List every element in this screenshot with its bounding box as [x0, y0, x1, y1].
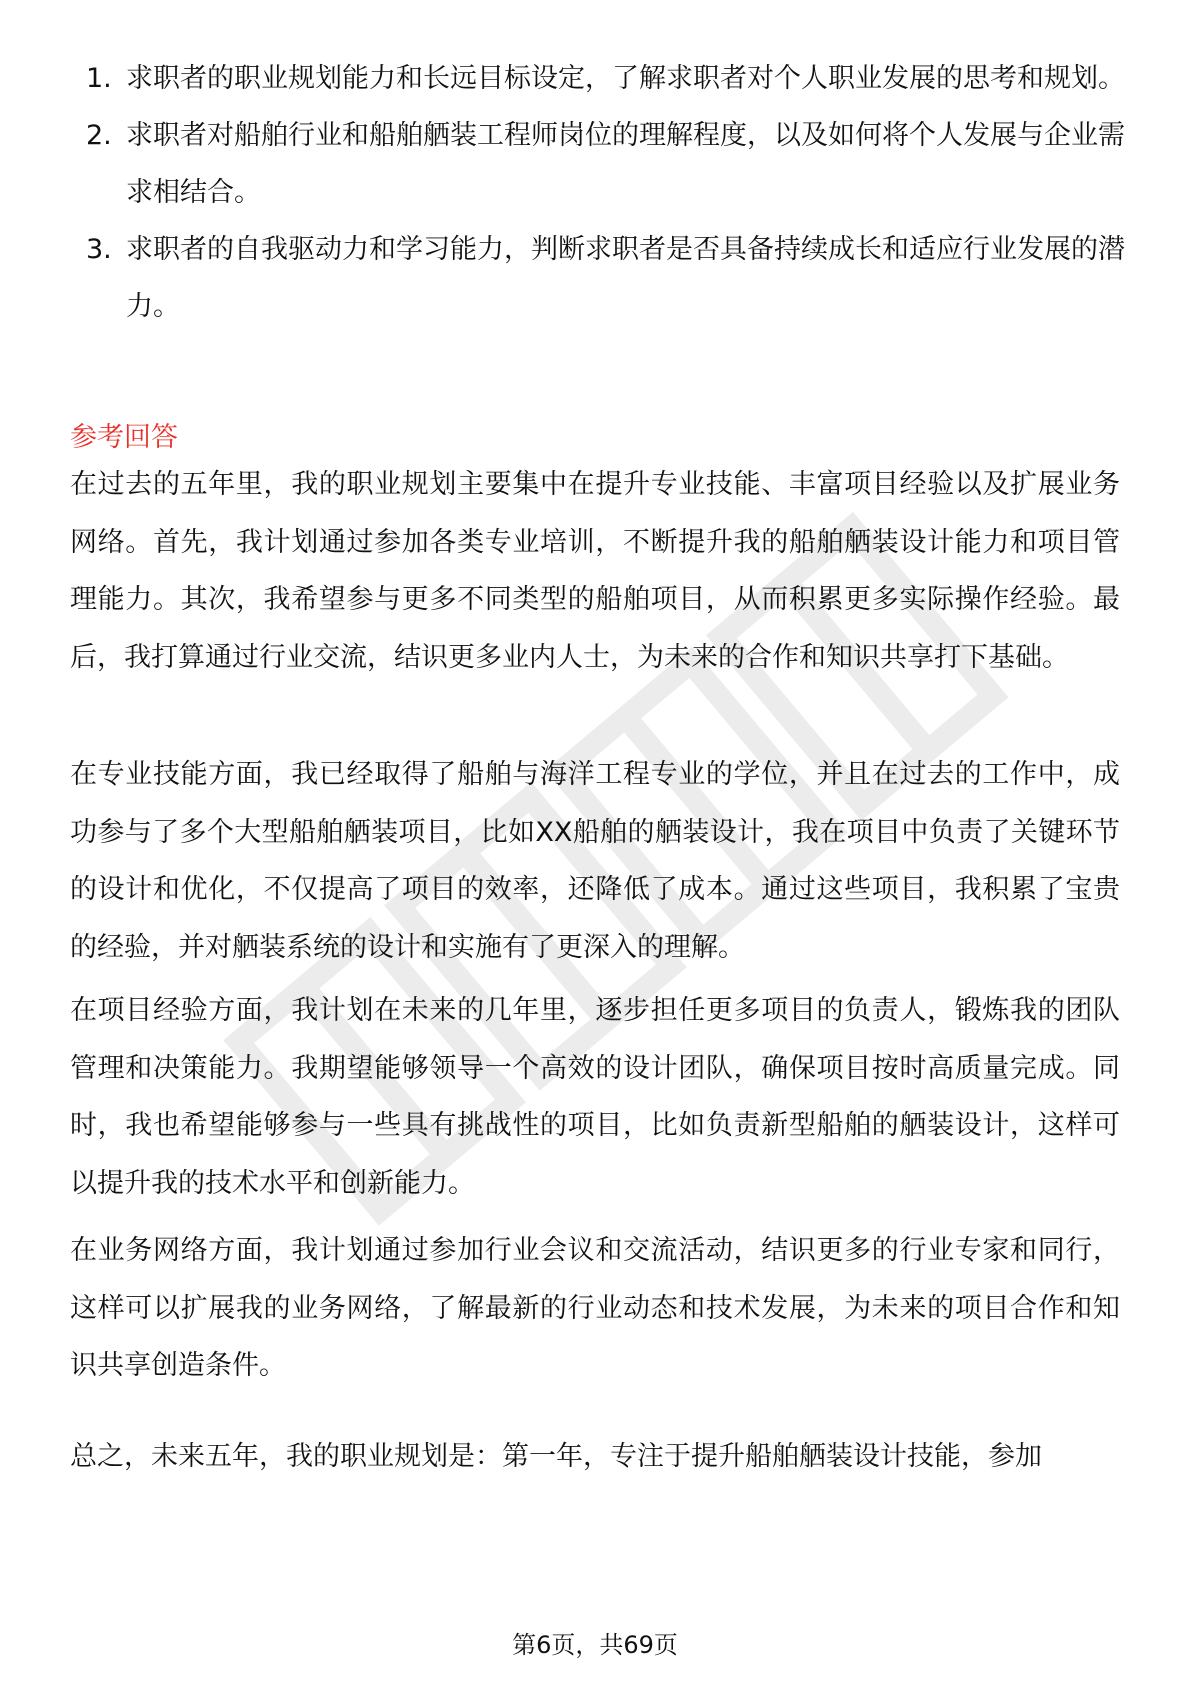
list-item-text: 求职者的职业规划能力和长远目标设定，了解求职者对个人职业发展的思考和规划。	[126, 63, 1125, 94]
list-number: 1.	[86, 63, 112, 94]
list-number: 2.	[86, 120, 112, 151]
list-item	[70, 107, 1130, 221]
page-number: 第6页，共69页	[512, 1631, 678, 1659]
list-number: 3.	[86, 234, 112, 265]
answer-paragraph: 在项目经验方面，我计划在未来的几年里，逐步担任更多项目的负责人，锻炼我的团队管理和决策能力。我期望能够领导一个高效的设计团队，确保项目按时高质量完成。同时，我也希望能够参与一些具有挑战性的项目，比如负责新型船舶的舾装设计，这样可以提升我的技术水平和创新能力。	[70, 995, 1120, 1199]
section-heading: 参考回答	[70, 422, 178, 453]
evaluation-points-list	[70, 50, 1130, 335]
answer-paragraph: 在业务网络方面，我计划通过参加行业会议和交流活动，结识更多的行业专家和同行，这样可以扩展我的业务网络，了解最新的行业动态和技术发展，为未来的项目合作和知识共享创造条件。	[70, 1235, 1120, 1381]
list-item-text: 求职者对船舶行业和船舶舾装工程师岗位的理解程度，以及如何将个人发展与企业需求相结合。	[126, 120, 1125, 208]
list-item-text: 求职者的自我驱动力和学习能力，判断求职者是否具备持续成长和适应行业发展的潜力。	[126, 234, 1125, 322]
answer-paragraph: 总之，未来五年，我的职业规划是：第一年，专注于提升船舶舾装设计技能，参加	[70, 1441, 1042, 1472]
answer-paragraph: 在过去的五年里，我的职业规划主要集中在提升专业技能、丰富项目经验以及扩展业务网络。首先，我计划通过参加各类专业培训，不断提升我的船舶舾装设计能力和项目管理能力。其次，我希望参与更多不同类型的船舶项目，从而积累更多实际操作经验。最后，我打算通过行业交流，结识更多业内人士，为未来的合作和知识共享打下基础。	[70, 469, 1120, 673]
list-item	[70, 221, 1130, 335]
list-item	[70, 50, 1130, 107]
answer-paragraph: 在专业技能方面，我已经取得了船舶与海洋工程专业的学位，并且在过去的工作中，成功参与了多个大型船舶舾装项目，比如XX船舶的舾装设计，我在项目中负责了关键环节的设计和优化，不仅提高了项目的效率，还降低了成本。通过这些项目，我积累了宝贵的经验，并对舾装系统的设计和实施有了更深入的理解。	[70, 759, 1120, 963]
